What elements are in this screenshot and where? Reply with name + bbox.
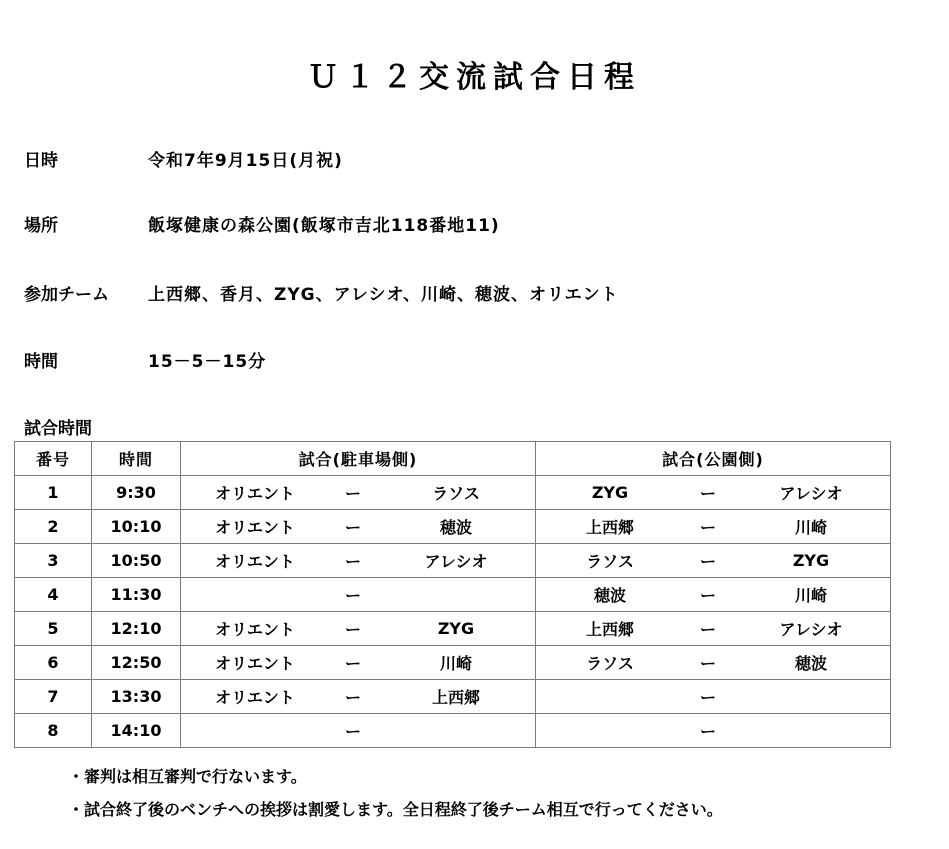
schedule-body [15,476,891,748]
table-row [15,578,891,612]
park-away-team: 川崎 [794,586,827,605]
match-time: 14:10 [92,714,181,748]
park-home-team: 上西郷 [585,518,634,537]
parking-away-team: 川崎 [439,654,472,673]
parking-home-team: オリエント [215,552,295,571]
versus-dash: ー [344,586,361,605]
park-side-match [536,578,891,612]
park-side-match [536,612,891,646]
table-row [15,646,891,680]
park-side-match [536,544,891,578]
table-row [15,476,891,510]
match-time: 11:30 [92,578,181,612]
schedule-section-title: 試合時間 [24,419,92,439]
versus-dash: ー [344,620,361,639]
park-home-team: 穂波 [593,586,626,605]
table-row [15,714,891,748]
match-number: 5 [15,612,92,646]
versus-dash: ー [344,654,361,673]
park-away-team: アレシオ [779,620,843,639]
park-away-team: ZYG [792,551,830,570]
park-side-match [536,510,891,544]
parking-side-match [181,714,536,748]
info-place-value: 飯塚健康の森公園(飯塚市吉北118番地11) [148,216,500,236]
match-time: 12:10 [92,612,181,646]
parking-home-team: オリエント [215,688,295,707]
header-no: 番号 [15,442,92,476]
header-parking-side: 試合(駐車場側) [181,442,536,476]
match-time: 10:10 [92,510,181,544]
parking-side-match [181,578,536,612]
versus-dash: ー [344,552,361,571]
table-row [15,612,891,646]
park-side-match [536,476,891,510]
schedule-header-row [15,442,891,476]
parking-away-team: アレシオ [424,552,488,571]
park-away-team: アレシオ [779,484,843,503]
info-teams-label: 参加チーム [24,285,109,305]
versus-dash: ー [699,654,716,673]
park-side-match [536,714,891,748]
info-place-label: 場所 [24,216,58,236]
parking-side-match [181,612,536,646]
parking-away-team: 穂波 [439,518,472,537]
versus-dash: ー [699,722,716,741]
table-row [15,544,891,578]
versus-dash: ー [344,484,361,503]
match-time: 12:50 [92,646,181,680]
parking-side-match [181,544,536,578]
parking-side-match [181,646,536,680]
match-number: 8 [15,714,92,748]
park-side-match [536,646,891,680]
versus-dash: ー [699,484,716,503]
park-away-team: 川崎 [794,518,827,537]
match-number: 1 [15,476,92,510]
match-number: 3 [15,544,92,578]
parking-away-team: ZYG [437,619,475,638]
info-date-value: 令和7年9月15日(月祝) [148,151,343,171]
versus-dash: ー [344,688,361,707]
versus-dash: ー [699,552,716,571]
header-time: 時間 [92,442,181,476]
match-number: 6 [15,646,92,680]
parking-home-team: オリエント [215,654,295,673]
header-park-side: 試合(公園側) [536,442,891,476]
park-home-team: 上西郷 [585,620,634,639]
page-title: Ｕ１２交流試合日程 [308,60,641,95]
table-row [15,510,891,544]
match-number: 7 [15,680,92,714]
park-away-team: 穂波 [794,654,827,673]
versus-dash: ー [699,586,716,605]
parking-side-match [181,476,536,510]
parking-side-match [181,680,536,714]
versus-dash: ー [699,518,716,537]
park-home-team: ラソス [586,654,634,673]
park-side-match [536,680,891,714]
match-number: 4 [15,578,92,612]
match-time: 13:30 [92,680,181,714]
parking-home-team: オリエント [215,484,295,503]
versus-dash: ー [344,722,361,741]
info-duration-label: 時間 [24,352,58,372]
versus-dash: ー [344,518,361,537]
parking-away-team: ラソス [432,484,480,503]
match-time: 10:50 [92,544,181,578]
match-number: 2 [15,510,92,544]
parking-away-team: 上西郷 [431,688,480,707]
table-row [15,680,891,714]
note-referee: ・審判は相互審判で行ないます。 [68,767,307,786]
parking-home-team: オリエント [215,620,295,639]
info-duration-value: 15－5－15分 [148,352,267,372]
parking-side-match [181,510,536,544]
note-greeting: ・試合終了後のベンチへの挨拶は割愛します。全日程終了後チーム相互で行ってください。 [68,800,723,819]
parking-home-team: オリエント [215,518,295,537]
info-date-label: 日時 [24,151,58,171]
info-teams-value: 上西郷、香月、ZYG、アレシオ、川崎、穂波、オリエント [148,285,619,305]
versus-dash: ー [699,620,716,639]
schedule-table [14,441,891,748]
park-home-team: ラソス [586,552,634,571]
match-time: 9:30 [92,476,181,510]
park-home-team: ZYG [591,483,629,502]
versus-dash: ー [699,688,716,707]
